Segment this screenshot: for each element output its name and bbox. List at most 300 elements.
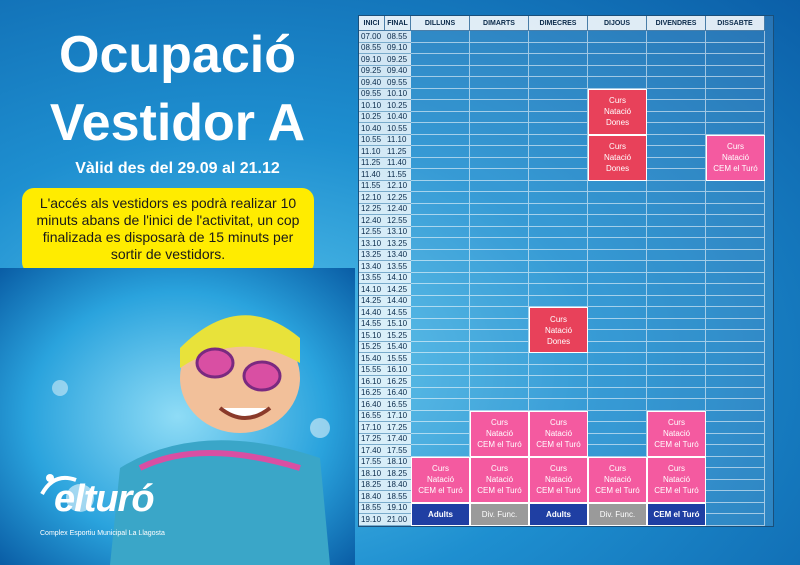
- empty-slot: [588, 31, 647, 43]
- empty-slot: [470, 330, 529, 342]
- slot-end-time: 18.25: [385, 468, 411, 480]
- empty-slot: [470, 296, 529, 308]
- empty-slot: [529, 54, 588, 66]
- slot-end-time: 10.55: [385, 123, 411, 135]
- empty-slot: [411, 388, 470, 400]
- empty-slot: [470, 319, 529, 331]
- slot-start-time: 10.55: [359, 135, 385, 147]
- empty-slot: [411, 192, 470, 204]
- slot-end-time: 09.25: [385, 54, 411, 66]
- empty-slot: [706, 181, 765, 193]
- empty-slot: [470, 342, 529, 354]
- elturo-logo: [40, 470, 230, 550]
- logo-wordmark: elturó: [54, 478, 154, 520]
- empty-slot: [588, 43, 647, 55]
- slot-start-time: 18.55: [359, 503, 385, 515]
- activity-block: Curs Natació Dones: [588, 89, 647, 135]
- empty-slot: [588, 284, 647, 296]
- empty-slot: [588, 192, 647, 204]
- empty-slot: [588, 54, 647, 66]
- slot-end-time: 14.40: [385, 296, 411, 308]
- empty-slot: [647, 192, 706, 204]
- empty-slot: [529, 399, 588, 411]
- empty-slot: [529, 43, 588, 55]
- empty-slot: [529, 135, 588, 147]
- slot-start-time: 16.25: [359, 388, 385, 400]
- empty-slot: [529, 284, 588, 296]
- activity-block: Curs Natació CEM el Turó: [529, 457, 588, 503]
- empty-slot: [647, 399, 706, 411]
- slot-end-time: 09.10: [385, 43, 411, 55]
- empty-slot: [588, 422, 647, 434]
- empty-slot: [529, 89, 588, 101]
- empty-slot: [529, 123, 588, 135]
- slot-start-time: 09.25: [359, 66, 385, 78]
- activity-block: Div. Func.: [588, 503, 647, 526]
- activity-block: Curs Natació CEM el Turó: [411, 457, 470, 503]
- column-header: DISSABTE: [706, 16, 765, 31]
- slot-end-time: 21.00: [385, 514, 411, 526]
- empty-slot: [529, 296, 588, 308]
- empty-slot: [529, 250, 588, 262]
- slot-start-time: 16.55: [359, 411, 385, 423]
- slot-end-time: 12.40: [385, 204, 411, 216]
- empty-slot: [647, 273, 706, 285]
- empty-slot: [647, 353, 706, 365]
- slot-start-time: 10.10: [359, 100, 385, 112]
- empty-slot: [529, 169, 588, 181]
- empty-slot: [470, 181, 529, 193]
- empty-slot: [588, 445, 647, 457]
- empty-slot: [411, 411, 470, 423]
- empty-slot: [411, 376, 470, 388]
- empty-slot: [588, 66, 647, 78]
- empty-slot: [647, 227, 706, 239]
- activity-block: Curs Natació CEM el Turó: [588, 457, 647, 503]
- slot-start-time: 17.10: [359, 422, 385, 434]
- empty-slot: [647, 319, 706, 331]
- empty-slot: [470, 227, 529, 239]
- empty-slot: [706, 100, 765, 112]
- empty-slot: [647, 100, 706, 112]
- empty-slot: [706, 365, 765, 377]
- slot-end-time: 10.40: [385, 112, 411, 124]
- slot-start-time: 17.55: [359, 457, 385, 469]
- empty-slot: [529, 238, 588, 250]
- slot-end-time: 13.55: [385, 261, 411, 273]
- empty-slot: [706, 43, 765, 55]
- slot-end-time: 17.40: [385, 434, 411, 446]
- empty-slot: [470, 250, 529, 262]
- slot-start-time: 10.25: [359, 112, 385, 124]
- column-header: DILLUNS: [411, 16, 470, 31]
- empty-slot: [588, 307, 647, 319]
- column-header: INICI: [359, 16, 385, 31]
- slot-start-time: 13.55: [359, 273, 385, 285]
- title-line-1: Ocupació: [59, 26, 296, 84]
- empty-slot: [529, 112, 588, 124]
- empty-slot: [706, 66, 765, 78]
- slot-end-time: 16.55: [385, 399, 411, 411]
- empty-slot: [706, 77, 765, 89]
- empty-slot: [411, 123, 470, 135]
- poster-left-panel: [0, 0, 355, 565]
- empty-slot: [647, 342, 706, 354]
- empty-slot: [470, 284, 529, 296]
- empty-slot: [706, 319, 765, 331]
- empty-slot: [470, 135, 529, 147]
- empty-slot: [529, 365, 588, 377]
- slot-start-time: 16.10: [359, 376, 385, 388]
- slot-start-time: 18.25: [359, 480, 385, 492]
- empty-slot: [411, 77, 470, 89]
- slot-end-time: 17.25: [385, 422, 411, 434]
- slot-end-time: 12.25: [385, 192, 411, 204]
- slot-start-time: 15.40: [359, 353, 385, 365]
- empty-slot: [411, 66, 470, 78]
- empty-slot: [411, 365, 470, 377]
- empty-slot: [706, 411, 765, 423]
- slot-end-time: 14.25: [385, 284, 411, 296]
- empty-slot: [529, 181, 588, 193]
- empty-slot: [411, 353, 470, 365]
- activity-block: Curs Natació Dones: [529, 307, 588, 353]
- activity-block: Adults: [529, 503, 588, 526]
- empty-slot: [706, 353, 765, 365]
- empty-slot: [647, 89, 706, 101]
- empty-slot: [470, 89, 529, 101]
- title-line-2: Vestidor A: [49, 94, 306, 152]
- slot-end-time: 16.10: [385, 365, 411, 377]
- empty-slot: [706, 238, 765, 250]
- empty-slot: [470, 123, 529, 135]
- slot-start-time: 14.10: [359, 284, 385, 296]
- empty-slot: [588, 330, 647, 342]
- slot-end-time: 09.55: [385, 77, 411, 89]
- empty-slot: [706, 296, 765, 308]
- empty-slot: [706, 388, 765, 400]
- slot-end-time: 13.40: [385, 250, 411, 262]
- empty-slot: [529, 66, 588, 78]
- empty-slot: [588, 77, 647, 89]
- empty-slot: [470, 169, 529, 181]
- empty-slot: [470, 204, 529, 216]
- slot-start-time: 14.40: [359, 307, 385, 319]
- empty-slot: [470, 77, 529, 89]
- empty-slot: [588, 376, 647, 388]
- empty-slot: [470, 146, 529, 158]
- empty-slot: [588, 181, 647, 193]
- empty-slot: [588, 204, 647, 216]
- empty-slot: [529, 273, 588, 285]
- activity-block: CEM el Turó: [647, 503, 706, 526]
- empty-slot: [647, 31, 706, 43]
- slot-end-time: 11.25: [385, 146, 411, 158]
- empty-slot: [706, 284, 765, 296]
- empty-slot: [706, 468, 765, 480]
- slot-end-time: 16.40: [385, 388, 411, 400]
- slot-end-time: 19.10: [385, 503, 411, 515]
- slot-start-time: 12.25: [359, 204, 385, 216]
- slot-start-time: 13.40: [359, 261, 385, 273]
- empty-slot: [706, 434, 765, 446]
- column-header: DIMARTS: [470, 16, 529, 31]
- empty-slot: [470, 399, 529, 411]
- empty-slot: [647, 123, 706, 135]
- empty-slot: [706, 250, 765, 262]
- empty-slot: [706, 376, 765, 388]
- slot-start-time: 12.10: [359, 192, 385, 204]
- activity-block: Curs Natació CEM el Turó: [470, 411, 529, 457]
- slot-start-time: 11.25: [359, 158, 385, 170]
- slot-end-time: 18.10: [385, 457, 411, 469]
- empty-slot: [529, 204, 588, 216]
- slot-start-time: 13.10: [359, 238, 385, 250]
- slot-end-time: 18.55: [385, 491, 411, 503]
- empty-slot: [411, 399, 470, 411]
- empty-slot: [588, 365, 647, 377]
- logo-subtitle: Complex Esportiu Municipal La Llagosta: [40, 530, 165, 537]
- slot-start-time: 15.10: [359, 330, 385, 342]
- empty-slot: [588, 399, 647, 411]
- empty-slot: [470, 376, 529, 388]
- empty-slot: [411, 100, 470, 112]
- empty-slot: [411, 227, 470, 239]
- empty-slot: [470, 54, 529, 66]
- empty-slot: [706, 480, 765, 492]
- empty-slot: [588, 388, 647, 400]
- empty-slot: [706, 422, 765, 434]
- empty-slot: [647, 284, 706, 296]
- slot-start-time: 19.10: [359, 514, 385, 526]
- empty-slot: [647, 215, 706, 227]
- activity-block: Curs Natació CEM el Turó: [529, 411, 588, 457]
- slot-end-time: 10.10: [385, 89, 411, 101]
- slot-start-time: 18.40: [359, 491, 385, 503]
- column-header: DIVENDRES: [647, 16, 706, 31]
- empty-slot: [411, 296, 470, 308]
- slot-end-time: 11.40: [385, 158, 411, 170]
- empty-slot: [470, 238, 529, 250]
- empty-slot: [647, 376, 706, 388]
- empty-slot: [588, 434, 647, 446]
- slot-end-time: 16.25: [385, 376, 411, 388]
- empty-slot: [647, 54, 706, 66]
- empty-slot: [647, 146, 706, 158]
- empty-slot: [588, 227, 647, 239]
- empty-slot: [411, 284, 470, 296]
- validity-dates: Vàlid des del 29.09 al 21.12: [75, 160, 280, 177]
- slot-end-time: 13.25: [385, 238, 411, 250]
- empty-slot: [588, 215, 647, 227]
- slot-start-time: 12.55: [359, 227, 385, 239]
- empty-slot: [411, 238, 470, 250]
- slot-start-time: 09.10: [359, 54, 385, 66]
- empty-slot: [411, 319, 470, 331]
- empty-slot: [647, 77, 706, 89]
- slot-end-time: 17.10: [385, 411, 411, 423]
- empty-slot: [411, 445, 470, 457]
- empty-slot: [706, 261, 765, 273]
- slot-start-time: 10.40: [359, 123, 385, 135]
- empty-slot: [647, 43, 706, 55]
- empty-slot: [529, 77, 588, 89]
- empty-slot: [411, 112, 470, 124]
- empty-slot: [706, 112, 765, 124]
- empty-slot: [588, 319, 647, 331]
- slot-start-time: 16.40: [359, 399, 385, 411]
- empty-slot: [529, 146, 588, 158]
- empty-slot: [470, 43, 529, 55]
- slot-end-time: 14.55: [385, 307, 411, 319]
- activity-block: Curs Natació CEM el Turó: [647, 457, 706, 503]
- empty-slot: [647, 250, 706, 262]
- empty-slot: [588, 261, 647, 273]
- empty-slot: [706, 31, 765, 43]
- empty-slot: [529, 227, 588, 239]
- empty-slot: [411, 31, 470, 43]
- empty-slot: [706, 457, 765, 469]
- slot-end-time: 17.55: [385, 445, 411, 457]
- empty-slot: [706, 342, 765, 354]
- empty-slot: [647, 261, 706, 273]
- slot-end-time: 11.55: [385, 169, 411, 181]
- empty-slot: [529, 31, 588, 43]
- empty-slot: [647, 388, 706, 400]
- column-header: FINAL: [385, 16, 411, 31]
- empty-slot: [470, 365, 529, 377]
- empty-slot: [647, 238, 706, 250]
- slot-start-time: 15.25: [359, 342, 385, 354]
- empty-slot: [470, 100, 529, 112]
- empty-slot: [706, 445, 765, 457]
- empty-slot: [706, 503, 765, 515]
- empty-slot: [411, 261, 470, 273]
- empty-slot: [588, 250, 647, 262]
- empty-slot: [588, 342, 647, 354]
- empty-slot: [411, 330, 470, 342]
- empty-slot: [647, 158, 706, 170]
- slot-end-time: 10.25: [385, 100, 411, 112]
- empty-slot: [470, 31, 529, 43]
- empty-slot: [706, 273, 765, 285]
- empty-slot: [411, 204, 470, 216]
- empty-slot: [706, 514, 765, 526]
- schedule-grid: [358, 15, 774, 527]
- slot-end-time: 15.10: [385, 319, 411, 331]
- activity-block: Div. Func.: [470, 503, 529, 526]
- empty-slot: [706, 192, 765, 204]
- slot-end-time: 11.10: [385, 135, 411, 147]
- empty-slot: [470, 388, 529, 400]
- slot-end-time: 13.10: [385, 227, 411, 239]
- empty-slot: [411, 54, 470, 66]
- empty-slot: [706, 215, 765, 227]
- slot-start-time: 08.55: [359, 43, 385, 55]
- empty-slot: [470, 273, 529, 285]
- access-notice: L'accés als vestidors es podrà realizar 10 minuts abans de l'inici de l'activitat, un cop finalizada es disposarà de 15 minuts per sortir de vestidors.: [22, 188, 314, 274]
- empty-slot: [588, 273, 647, 285]
- empty-slot: [529, 388, 588, 400]
- slot-start-time: 09.55: [359, 89, 385, 101]
- empty-slot: [647, 365, 706, 377]
- empty-slot: [470, 112, 529, 124]
- empty-slot: [411, 434, 470, 446]
- slot-start-time: 18.10: [359, 468, 385, 480]
- empty-slot: [647, 135, 706, 147]
- slot-start-time: 11.10: [359, 146, 385, 158]
- activity-block: Adults: [411, 503, 470, 526]
- slot-start-time: 11.40: [359, 169, 385, 181]
- empty-slot: [529, 353, 588, 365]
- empty-slot: [529, 215, 588, 227]
- empty-slot: [647, 112, 706, 124]
- slot-end-time: 18.40: [385, 480, 411, 492]
- empty-slot: [706, 307, 765, 319]
- slot-start-time: 15.55: [359, 365, 385, 377]
- slot-end-time: 15.40: [385, 342, 411, 354]
- slot-start-time: 11.55: [359, 181, 385, 193]
- column-header: DIJOUS: [588, 16, 647, 31]
- empty-slot: [411, 422, 470, 434]
- slot-start-time: 09.40: [359, 77, 385, 89]
- empty-slot: [529, 376, 588, 388]
- slot-start-time: 17.25: [359, 434, 385, 446]
- slot-end-time: 15.25: [385, 330, 411, 342]
- empty-slot: [411, 215, 470, 227]
- empty-slot: [647, 296, 706, 308]
- empty-slot: [470, 66, 529, 78]
- empty-slot: [470, 353, 529, 365]
- slot-end-time: 08.55: [385, 31, 411, 43]
- empty-slot: [411, 250, 470, 262]
- empty-slot: [470, 158, 529, 170]
- empty-slot: [706, 399, 765, 411]
- empty-slot: [647, 307, 706, 319]
- slot-start-time: 12.40: [359, 215, 385, 227]
- slot-start-time: 07.00: [359, 31, 385, 43]
- slot-end-time: 12.10: [385, 181, 411, 193]
- slot-end-time: 14.10: [385, 273, 411, 285]
- empty-slot: [647, 169, 706, 181]
- empty-slot: [411, 307, 470, 319]
- empty-slot: [706, 89, 765, 101]
- empty-slot: [529, 192, 588, 204]
- slot-start-time: 14.55: [359, 319, 385, 331]
- empty-slot: [411, 181, 470, 193]
- empty-slot: [529, 100, 588, 112]
- empty-slot: [588, 353, 647, 365]
- empty-slot: [706, 330, 765, 342]
- empty-slot: [588, 411, 647, 423]
- empty-slot: [706, 204, 765, 216]
- empty-slot: [647, 330, 706, 342]
- activity-block: Curs Natació Dones: [588, 135, 647, 181]
- activity-block: Curs Natació CEM el Turó: [647, 411, 706, 457]
- empty-slot: [470, 192, 529, 204]
- empty-slot: [529, 158, 588, 170]
- activity-block: Curs Natació CEM el Turó: [706, 135, 765, 181]
- empty-slot: [411, 43, 470, 55]
- empty-slot: [706, 54, 765, 66]
- empty-slot: [588, 296, 647, 308]
- slot-end-time: 15.55: [385, 353, 411, 365]
- occupancy-schedule: [358, 15, 774, 550]
- empty-slot: [411, 158, 470, 170]
- empty-slot: [647, 181, 706, 193]
- empty-slot: [706, 123, 765, 135]
- slot-start-time: 17.40: [359, 445, 385, 457]
